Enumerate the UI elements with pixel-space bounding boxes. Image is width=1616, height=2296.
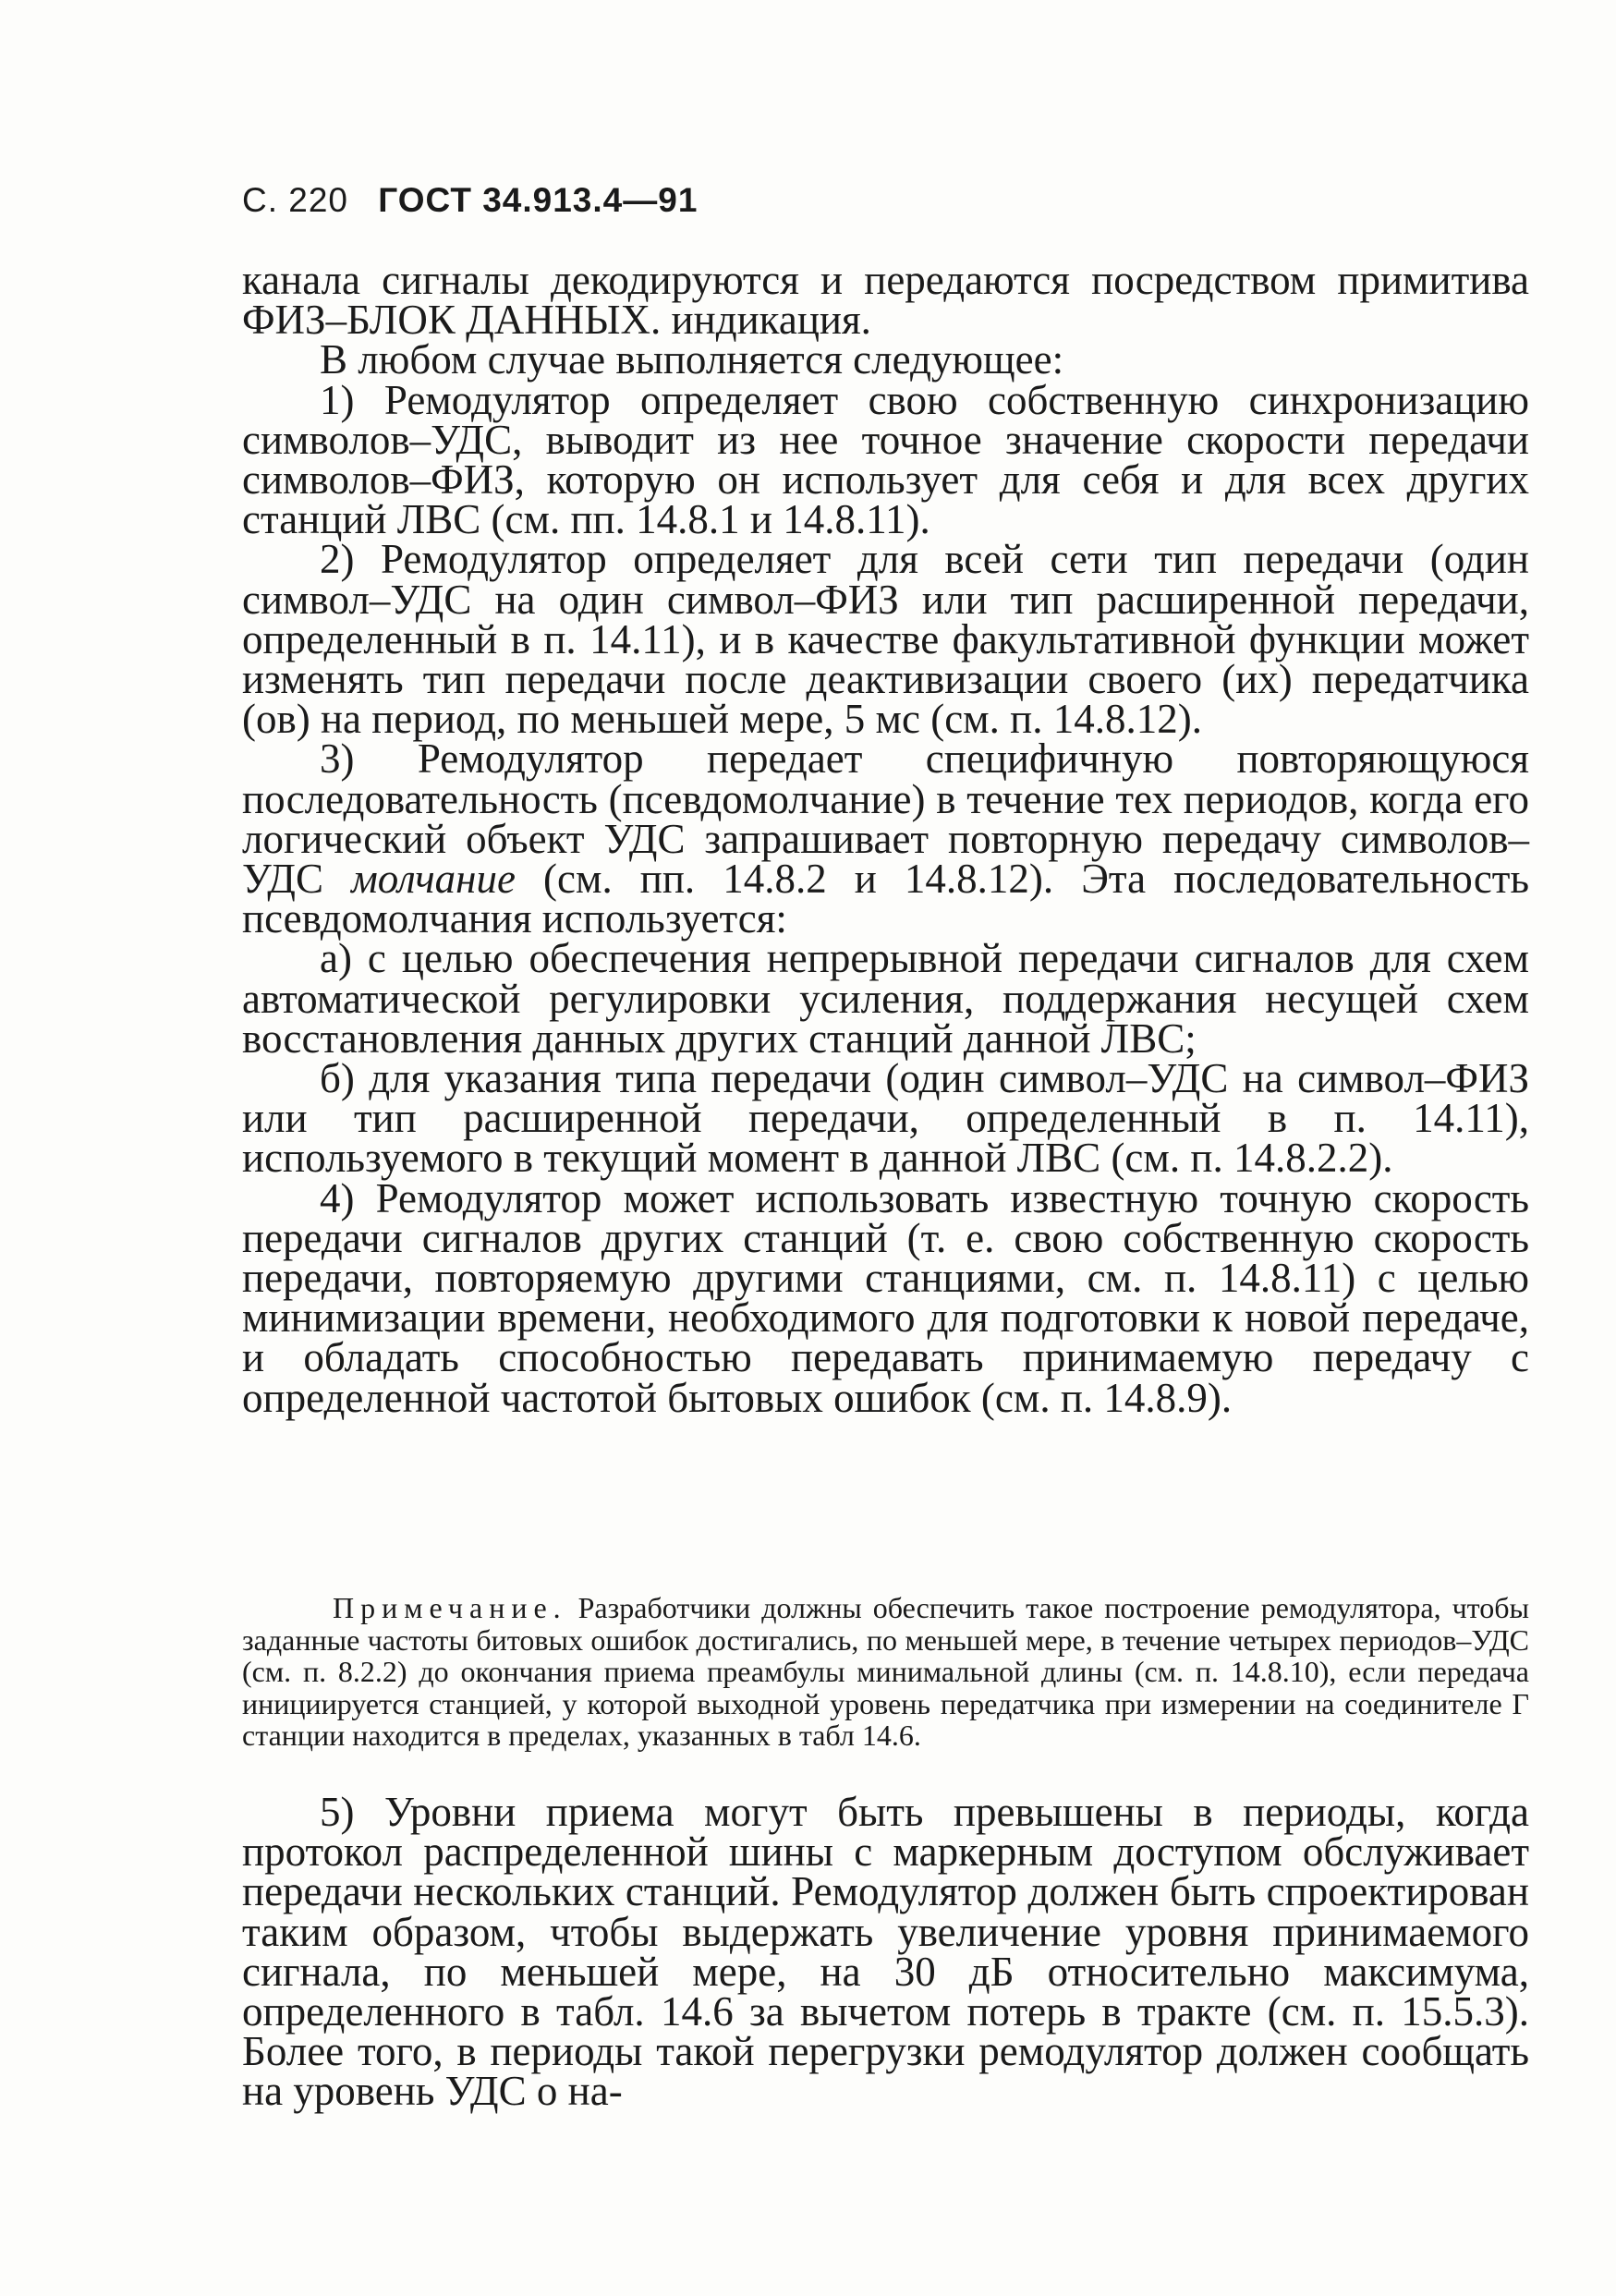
paragraph-item-1: 1) Ремодулятор определяет свою собственную синхронизацию символов–УДС, выводит из нее точное значение скорости передачи символов–ФИЗ, которую он использует для себя и для всех других станций ЛВС (см. пп. 14.8.1 и 14.8.11). — [242, 376, 1529, 543]
page-header — [242, 181, 698, 221]
body-text-after-note — [242, 1789, 1529, 2115]
paragraph-continuation: канала сигналы декодируются и передаются посредством примитива ФИЗ–БЛОК ДАННЫХ. индикация. — [242, 257, 1529, 344]
body-text — [242, 257, 1529, 1421]
paragraph-item-4: 4) Ремодулятор может использовать известную точную скорость передачи сигналов других станций (т. е. свою собственную скорость передачи, повторяемую другими станциями, см. п. 14.8.11) с целью минимизации времени, необходимого для подготовки к новой передаче, и обладать способностью передавать принимаемую передачу с определенной частотой бытовых ошибок (см. п. 14.8.9). — [242, 1174, 1529, 1421]
paragraph-item-2: 2) Ремодулятор определяет для всей сети тип передачи (один символ–УДС на один символ–ФИЗ или тип расширенной передачи, определенный в п. 14.11), и в качестве факультативной функции может изменять тип передачи после деактивизации своего (их) передатчика (ов) на период, по меньшей мере, 5 мс (см. п. 14.8.12). — [242, 536, 1529, 743]
page-number: С. 220 — [242, 181, 349, 219]
paragraph-item-3 — [242, 735, 1529, 942]
italic-term: молчание — [351, 856, 516, 903]
note-label: Примечание. — [333, 1591, 567, 1624]
paragraph-intro: В любом случае выполняется следующее: — [320, 336, 1064, 383]
paragraph-subitem-a: а) с целью обеспечения непрерывной передачи сигналов для схем автоматической регулировки усиления, поддержания несущей схем восстановления данных других станций данной ЛВС; — [242, 935, 1529, 1062]
paragraph-item-3-text: 3) Ремодулятор передает специфичную повторяющуюся последовательность (псевдомолчание) в течение тех периодов, когда его логический объект УДС запрашивает повторную передачу символов–УДС — [242, 735, 1529, 903]
standard-designation: ГОСТ 34.913.4—91 — [378, 181, 699, 219]
paragraph-subitem-b: б) для указания типа передачи (один символ–УДС на символ–ФИЗ или тип расширенной передачи, определенный в п. 14.11), используемого в текущий момент в данной ЛВС (см. п. 14.8.2.2). — [242, 1055, 1529, 1182]
paragraph-item-5: 5) Уровни приема могут быть превышены в периоды, когда протокол распределенной шины с маркерным доступом обслуживает передачи нескольких станций. Ремодулятор должен быть спроектирован таким образом, чтобы выдержать увеличение уровня принимаемого сигнала, по меньшей мере, на 30 дБ относительно максимума, определенного в табл. 14.6 за вычетом потерь в тракте (см. п. 15.5.3). Более того, в периоды такой перегрузки ремодулятор должен сообщать на уровень УДС о на- — [242, 1789, 1529, 2115]
paragraph-item-3-text-end: (см. пп. 14.8.2 и 14.8.12). Эта последовательность псевдомолчания используется: — [242, 856, 1529, 942]
note-text: Разработчики должны обеспечить такое построение ремодулятора, чтобы заданные частоты битовых ошибок достигались, по меньшей мере, в течение четырех периодов–УДС (см. п. 8.2.2) до окончания приема преамбулы минимальной длины (см. п. 14.8.10), если передача инициируется станцией, у которой выходной уровень передатчика при измерении на соединителе Г станции находится в пределах, указанных в табл 14.6. — [242, 1591, 1529, 1752]
note-block — [242, 1592, 1529, 1752]
